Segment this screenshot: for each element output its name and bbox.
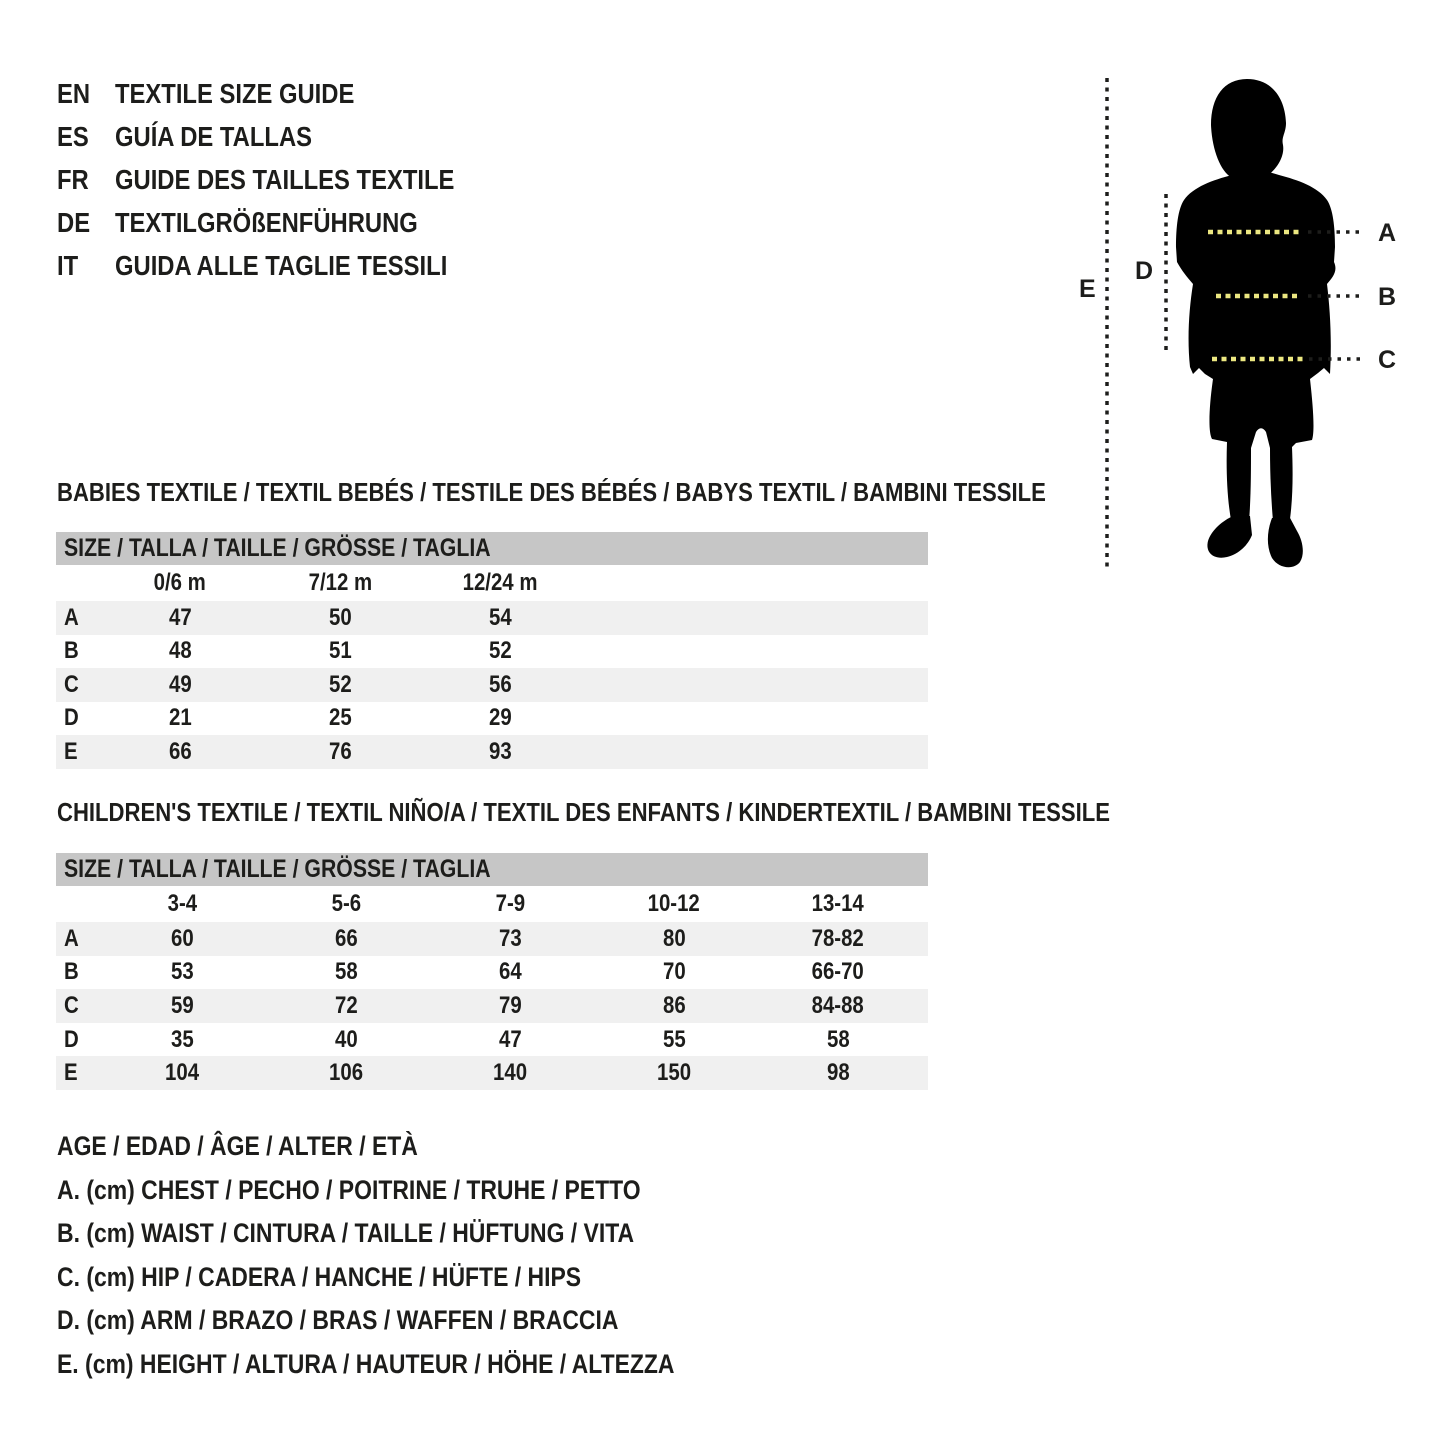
legend-line-chest: A. (cm) CHEST / PECHO / POITRINE / TRUHE / PETTO [57, 1174, 641, 1205]
column-header: 3-4 [167, 890, 197, 917]
row-letter: D [64, 704, 79, 732]
cell: 64 [498, 958, 522, 986]
cell: 66 [334, 924, 358, 952]
children-section-title: CHILDREN'S TEXTILE / TEXTIL NIÑO/A / TEXTIL DES ENFANTS / KINDERTEXTIL / BAMBINI TESSILE [57, 797, 1111, 827]
cell: 48 [168, 637, 192, 665]
children-size-header-bar: SIZE / TALLA / TAILLE / GRÖSSE / TAGLIA [56, 853, 928, 886]
legend-line-age: AGE / EDAD / ÂGE / ALTER / ETÀ [57, 1131, 418, 1162]
row-letter: B [64, 958, 79, 986]
language-row-it [57, 244, 514, 287]
cell: 72 [334, 991, 358, 1019]
table-row [56, 1056, 928, 1090]
cell: 73 [498, 924, 522, 952]
column-header: 7-9 [495, 890, 525, 917]
legend-line-waist: B. (cm) WAIST / CINTURA / TAILLE / HÜFTUNG / VITA [57, 1218, 635, 1249]
cell: 58 [826, 1025, 850, 1053]
cell: 25 [328, 704, 352, 732]
language-row-fr [57, 158, 514, 201]
language-title: GUIDA ALLE TAGLIE TESSILI [115, 249, 448, 281]
row-letter: D [64, 1025, 79, 1053]
figure-label-A: A [1378, 219, 1397, 247]
child-silhouette-left-shoe [1207, 516, 1252, 558]
cell: 55 [662, 1025, 686, 1053]
cell: 140 [492, 1059, 528, 1087]
column-header: 7/12 m [308, 569, 372, 596]
row-letter: A [64, 924, 79, 952]
cell: 66 [168, 737, 192, 765]
cell: 86 [662, 991, 686, 1019]
cell: 59 [170, 991, 194, 1019]
table-row [56, 956, 928, 990]
table-row [56, 989, 928, 1023]
table-row [56, 601, 928, 635]
legend-line-height: E. (cm) HEIGHT / ALTURA / HAUTEUR / HÖHE / ALTEZZA [57, 1348, 675, 1379]
legend-line-hip: C. (cm) HIP / CADERA / HANCHE / HÜFTE / HIPS [57, 1261, 582, 1292]
cell: 47 [498, 1025, 522, 1053]
language-row-de [57, 201, 514, 244]
cell: 66-70 [811, 958, 865, 986]
language-title: GUÍA DE TALLAS [115, 120, 313, 152]
babies-size-header-bar: SIZE / TALLA / TAILLE / GRÖSSE / TAGLIA [56, 532, 928, 565]
cell: 78-82 [811, 924, 865, 952]
cell: 150 [656, 1059, 692, 1087]
legend-line-arm: D. (cm) ARM / BRAZO / BRAS / WAFFEN / BRACCIA [57, 1305, 619, 1336]
column-header: 5-6 [331, 890, 361, 917]
figure-label-D: D [1135, 257, 1154, 285]
cell: 50 [328, 603, 352, 631]
table-row [56, 635, 928, 669]
cell: 51 [328, 637, 352, 665]
babies-size-table [56, 532, 928, 769]
language-title-list [57, 72, 514, 287]
language-row-es [57, 115, 514, 158]
cell: 80 [662, 924, 686, 952]
language-code: FR [57, 163, 89, 195]
table-row [56, 668, 928, 702]
cell: 29 [488, 704, 512, 732]
table-row [56, 1023, 928, 1057]
column-header: 0/6 m [153, 569, 207, 596]
column-header: 13-14 [811, 890, 865, 917]
table-row [56, 702, 928, 736]
column-header: 12/24 m [462, 569, 538, 596]
row-letter: A [64, 603, 79, 631]
cell: 106 [328, 1059, 364, 1087]
cell: 21 [168, 704, 192, 732]
cell: 84-88 [811, 991, 865, 1019]
cell: 35 [170, 1025, 194, 1053]
figure-label-C: C [1378, 346, 1397, 374]
cell: 53 [170, 958, 194, 986]
cell: 79 [498, 991, 522, 1019]
language-title: TEXTILE SIZE GUIDE [115, 77, 355, 109]
cell: 52 [328, 670, 352, 698]
children-column-header-row [56, 886, 928, 922]
babies-column-header-row [56, 565, 928, 601]
column-header: 10-12 [647, 890, 701, 917]
language-title: GUIDE DES TAILLES TEXTILE [115, 163, 455, 195]
cell: 54 [488, 603, 512, 631]
row-letter: E [64, 1059, 78, 1087]
measurement-legend [57, 1125, 783, 1386]
child-silhouette-right-shoe [1268, 516, 1303, 567]
language-code: IT [57, 249, 79, 281]
cell: 52 [488, 637, 512, 665]
row-letter: E [64, 737, 78, 765]
figure-label-E: E [1079, 275, 1096, 303]
children-size-table [56, 853, 928, 1090]
figure-label-B: B [1378, 283, 1397, 311]
language-code: ES [57, 120, 89, 152]
cell: 104 [164, 1059, 200, 1087]
cell: 49 [168, 670, 192, 698]
row-letter: C [64, 991, 79, 1019]
cell: 76 [328, 737, 352, 765]
cell: 58 [334, 958, 358, 986]
row-letter: B [64, 637, 79, 665]
row-letter: C [64, 670, 79, 698]
language-code: EN [57, 77, 91, 109]
cell: 93 [488, 737, 512, 765]
cell: 56 [488, 670, 512, 698]
cell: 40 [334, 1025, 358, 1053]
cell: 98 [826, 1059, 850, 1087]
language-code: DE [57, 206, 91, 238]
language-row-en [57, 72, 514, 115]
child-silhouette-body [1176, 171, 1335, 523]
language-title: TEXTILGRÖßENFÜHRUNG [115, 206, 418, 238]
cell: 70 [662, 958, 686, 986]
table-row [56, 735, 928, 769]
babies-section-title: BABIES TEXTILE / TEXTIL BEBÉS / TESTILE DES BÉBÉS / BABYS TEXTIL / BAMBINI TESSILE [57, 477, 1046, 507]
table-row [56, 922, 928, 956]
cell: 47 [168, 603, 192, 631]
cell: 60 [170, 924, 194, 952]
